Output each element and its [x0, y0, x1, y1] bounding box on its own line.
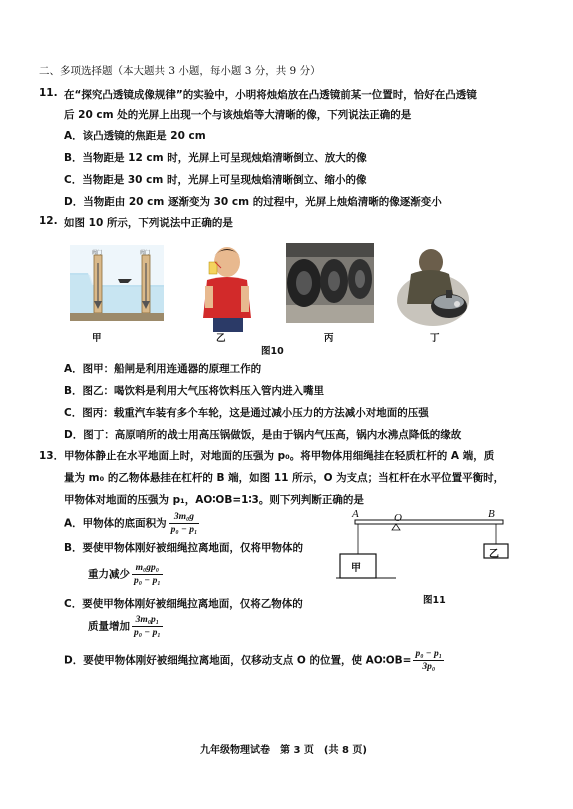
image-label-bing: 丙 [324, 333, 334, 344]
q13-option-a [64, 511, 201, 536]
fraction-numerator: 3m₀g [169, 511, 200, 524]
q13-option-a-text: A．甲物体的底面积为 [64, 517, 167, 530]
q12-stem: 如图 10 所示，下列说法中正确的是 [64, 217, 233, 229]
fulcrum-icon [392, 524, 400, 530]
q13-option-b-prefix: 重力减少 [88, 568, 130, 581]
q13-number: 13． [39, 450, 65, 462]
figure10-caption: 图10 [261, 346, 284, 357]
svg-text:阀门: 阀门 [140, 250, 151, 256]
lever-bar [355, 520, 503, 524]
image-label-jia: 甲 [92, 333, 102, 344]
fraction-denominator: 3p₀ [422, 662, 436, 672]
q13-stem-line1: 甲物体静止在水平地面上时，对地面的压强为 p₀。将甲物体用细绳挂在轻质杠杆的 A 端，质 [64, 450, 495, 462]
fraction-numerator: m₀gp₀ [132, 562, 163, 575]
q13-option-b-fraction [132, 562, 163, 587]
q13-option-d-text: D．要使甲物体刚好被细绳拉离地面，仅移动支点 O 的位置，使 AO∶OB= [64, 654, 412, 667]
image-label-ding: 丁 [430, 333, 440, 344]
q13-option-c-line2 [88, 614, 165, 639]
fraction-numerator: 3m₀p₁ [132, 614, 163, 627]
q12-option-c: C．图丙：载重汽车装有多个车轮，这是通过减小压力的方法减小对地面的压强 [64, 407, 429, 419]
label-yi: 乙 [489, 549, 499, 560]
q13-option-c-fraction [132, 614, 163, 639]
figure11-caption: 图11 [423, 595, 446, 606]
q11-option-a: A．该凸透镜的焦距是 20 cm [64, 130, 206, 142]
q11-option-b: B．当物距是 12 cm 时，光屏上可呈现烛焰清晰倒立、放大的像 [64, 152, 367, 164]
section-heading: 二、多项选择题（本大题共 3 小题，每小题 3 分，共 9 分） [39, 65, 321, 77]
q13-option-d-fraction [413, 648, 444, 673]
page-footer: 九年级物理试卷 第 3 页 (共 8 页) [200, 745, 367, 756]
q13-option-d [64, 648, 446, 673]
q13-option-a-fraction [169, 511, 200, 536]
q12-option-b: B．图乙：喝饮料是利用大气压将饮料压入管内进入嘴里 [64, 385, 325, 397]
q11-option-d: D．当物距由 20 cm 逐渐变为 30 cm 的过程中，光屏上烛焰清晰的像逐渐变小 [64, 196, 442, 208]
q11-stem-line2: 后 20 cm 处的光屏上出现一个与该烛焰等大清晰的像，下列说法正确的是 [64, 109, 412, 121]
label-o: O [394, 512, 402, 524]
q13-option-c-prefix: 质量增加 [88, 620, 130, 633]
ship-lock-illustration [70, 245, 164, 321]
truck-wheels-photo [286, 243, 374, 323]
q12-option-d: D．图丁：高原哨所的战士用高压锅做饭，是由于锅内气压高，锅内水沸点降低的缘故 [64, 429, 462, 441]
q11-option-c: C．当物距是 30 cm 时，光屏上可呈现烛焰清晰倒立、缩小的像 [64, 174, 367, 186]
pressure-cooker-photo [397, 240, 475, 328]
q13-option-b-line1: B．要使甲物体刚好被细绳拉离地面，仅将甲物体的 [64, 542, 304, 554]
q12-option-a: A．图甲：船闸是利用连通器的原理工作的 [64, 363, 262, 375]
label-a: A [352, 508, 359, 520]
fraction-denominator: p₀ − p₁ [134, 576, 161, 586]
image-label-yi: 乙 [216, 333, 226, 344]
q13-option-b-line2 [88, 562, 165, 587]
label-jia: 甲 [351, 563, 361, 574]
fraction-denominator: p₀ − p₁ [170, 525, 198, 535]
q13-stem-line3: 甲物体对地面的压强为 p₁，AO∶OB=1∶3。则下列判断正确的是 [64, 494, 364, 506]
q11-stem-line1: 在“探究凸透镜成像规律”的实验中，小明将烛焰放在凸透镜前某一位置时，恰好在凸透镜 [64, 89, 477, 101]
q11-number: 11. [39, 87, 58, 99]
boy-drinking-photo [195, 240, 265, 332]
q12-number: 12. [39, 215, 58, 227]
svg-text:阀门: 阀门 [92, 250, 103, 256]
label-b: B [488, 508, 495, 520]
fraction-numerator: p₀ − p₁ [415, 649, 443, 659]
q13-option-c-line1: C．要使甲物体刚好被细绳拉离地面，仅将乙物体的 [64, 598, 303, 610]
fraction-denominator: p₀ − p₁ [134, 628, 161, 638]
q13-stem-line2: 量为 m₀ 的乙物体悬挂在杠杆的 B 端，如图 11 所示，O 为支点；当杠杆在水平位置平衡时， [64, 472, 505, 484]
